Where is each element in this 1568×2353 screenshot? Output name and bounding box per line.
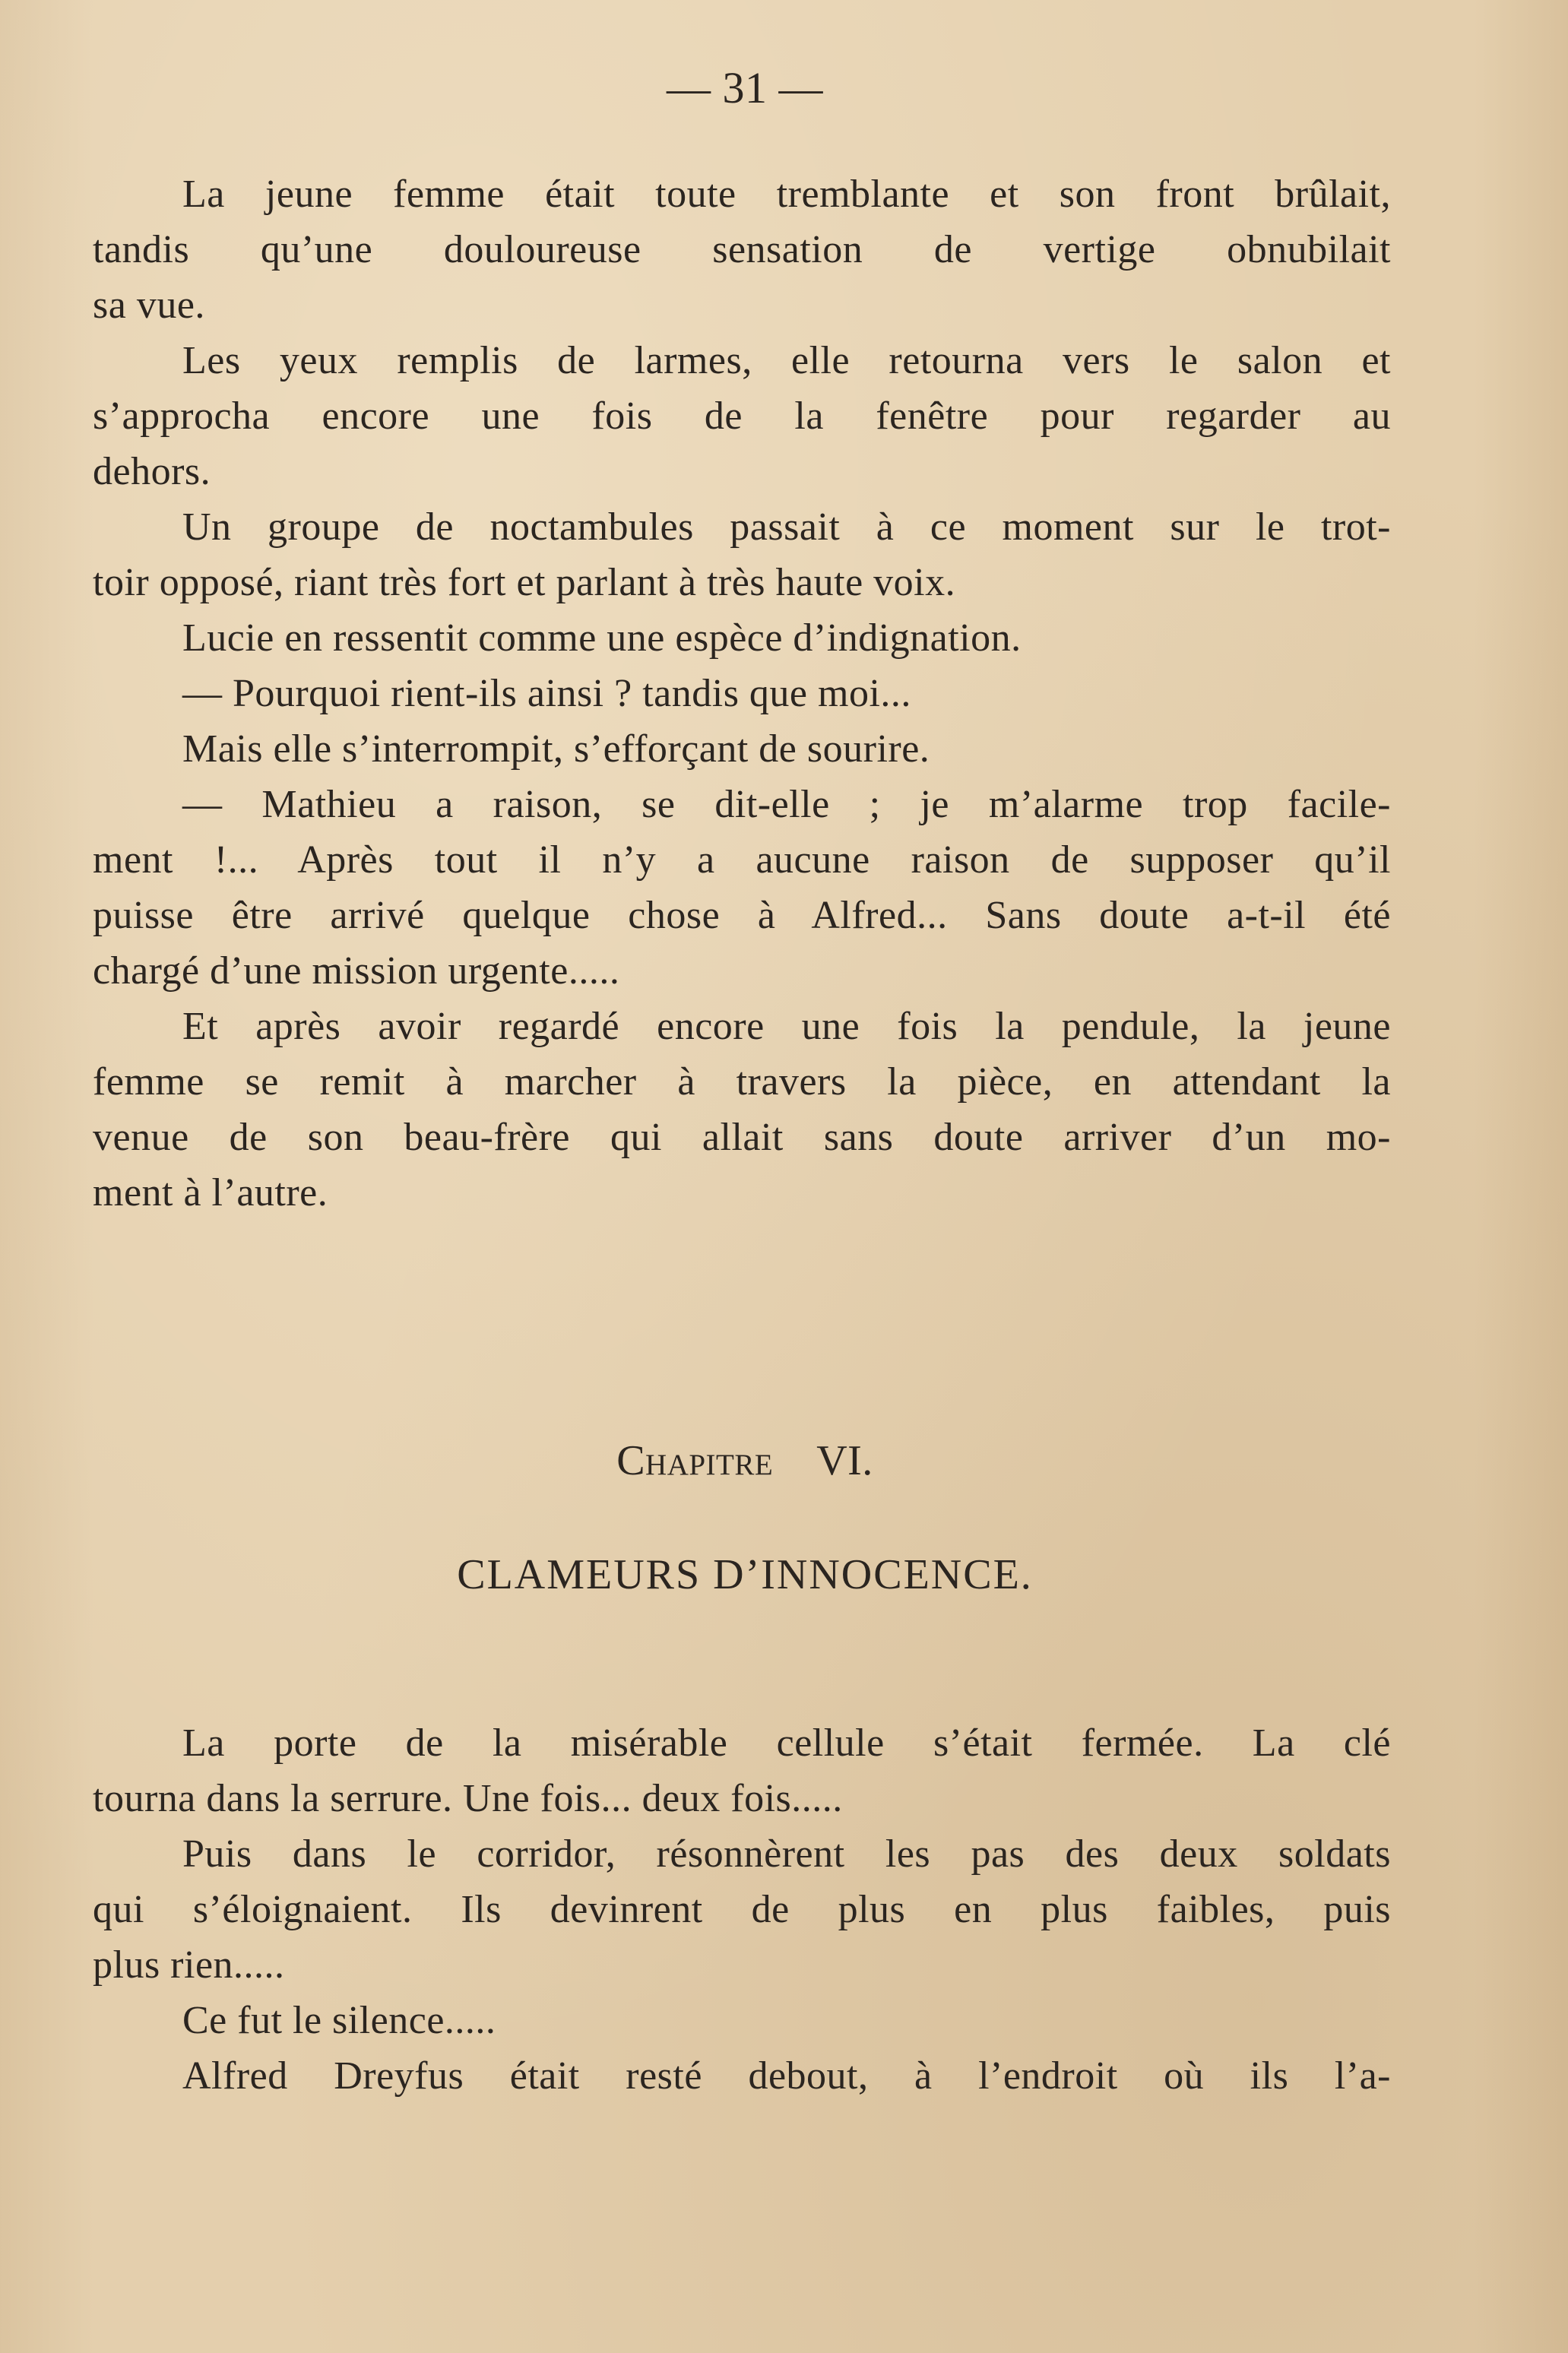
text-line: Alfred Dreyfus était resté debout, à l’endroit où ils l’a- [182, 2054, 1391, 2098]
chapter-title: CLAMEURS D’INNOCENCE. [457, 1551, 1033, 1598]
text-line: — Pourquoi rient-ils ainsi ? tandis que moi... [182, 672, 911, 715]
text-line: La jeune femme était toute tremblante et son front brûlait, [182, 173, 1391, 216]
text-line: toir opposé, riant très fort et parlant à très haute voix. [93, 561, 956, 604]
text-line: venue de son beau-frère qui allait sans doute arriver d’un mo- [93, 1116, 1391, 1159]
text-line: dehors. [93, 450, 211, 493]
text-line: tandis qu’une douloureuse sensation de vertige obnubilait [93, 228, 1391, 271]
text-line: Et après avoir regardé encore une fois la pendule, la jeune [182, 1005, 1391, 1048]
text-line: ment !... Après tout il n’y a aucune raison de supposer qu’il [93, 838, 1391, 882]
text-line: Lucie en ressentit comme une espèce d’indignation. [182, 616, 1022, 660]
text-line: Les yeux remplis de larmes, elle retourna vers le salon et [182, 339, 1391, 382]
chapter-label: Chapitre [616, 1437, 774, 1484]
text-line: sa vue. [93, 283, 205, 327]
text-line: chargé d’une mission urgente..... [93, 949, 620, 993]
text-line: Ce fut le silence..... [182, 1999, 496, 2042]
text-line: — Mathieu a raison, se dit-elle ; je m’alarme trop facile- [182, 783, 1391, 826]
text-line: ment à l’autre. [93, 1171, 328, 1215]
text-line: puisse être arrivé quelque chose à Alfred... Sans doute a-t-il été [93, 894, 1391, 937]
text-line: Un groupe de noctambules passait à ce moment sur le trot- [182, 505, 1391, 549]
text-line: tourna dans la serrure. Une fois... deux fois..... [93, 1777, 843, 1820]
chapter-heading [0, 1436, 1490, 1485]
text-line: plus rien..... [93, 1943, 285, 1987]
text-line: femme se remit à marcher à travers la pièce, en attendant la [93, 1060, 1391, 1104]
chapter-numeral: VI. [816, 1437, 873, 1484]
text-line: Puis dans le corridor, résonnèrent les pas des deux soldats [182, 1832, 1391, 1876]
text-line: La porte de la misérable cellule s’était fermée. La clé [182, 1721, 1391, 1765]
page-number: — 31 — [667, 63, 823, 112]
text-line: s’approcha encore une fois de la fenêtre pour regarder au [93, 394, 1391, 438]
text-line: qui s’éloignaient. Ils devinrent de plus en plus faibles, puis [93, 1888, 1391, 1931]
text-line: Mais elle s’interrompit, s’efforçant de sourire. [182, 727, 930, 771]
